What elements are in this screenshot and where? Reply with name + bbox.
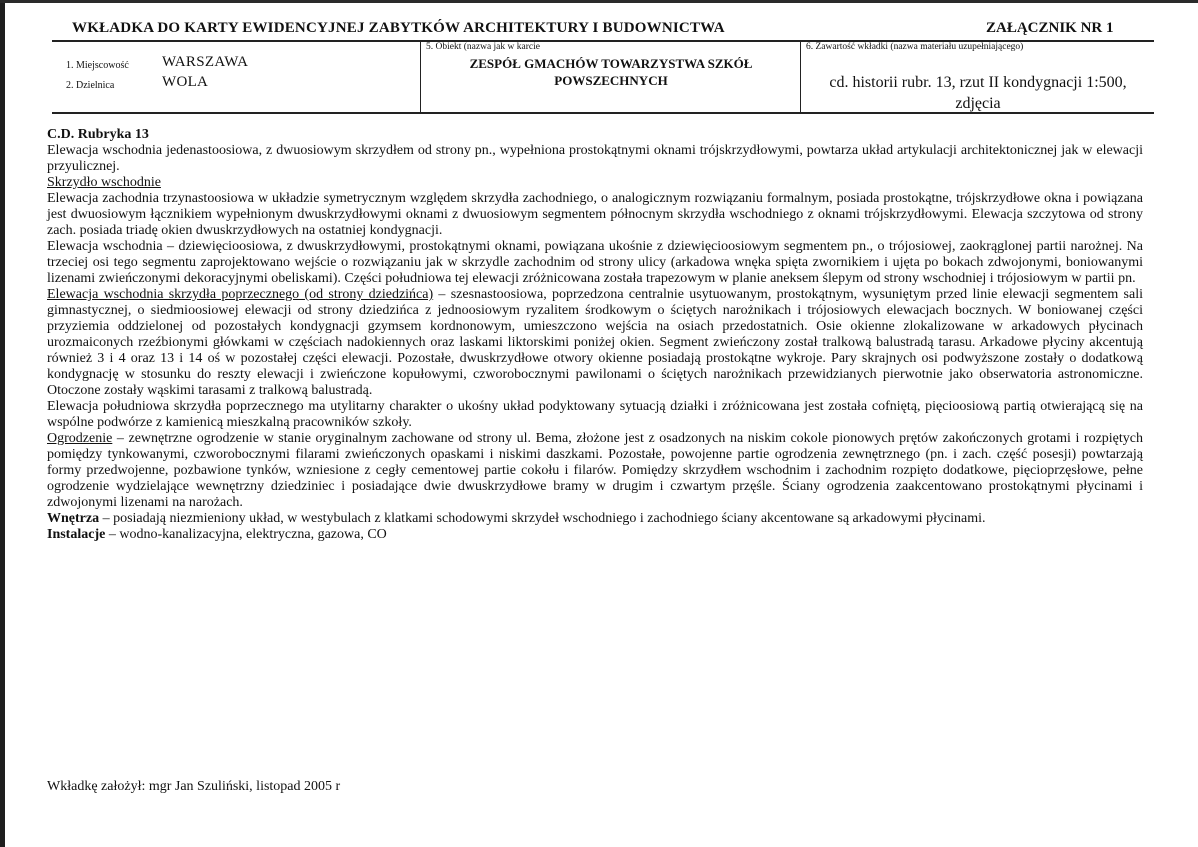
east-wing-heading: Skrzydło wschodnie <box>47 175 161 190</box>
object-label: 5. Obiekt (nazwa jak w karcie <box>426 42 540 52</box>
header-divider-2 <box>800 40 801 113</box>
transverse-wing-heading: Elewacja wschodnia skrzydła poprzecznego (od strony dziedzińca) <box>47 287 434 302</box>
contents-value <box>806 72 1150 114</box>
object-value-line-1: ZESPÓŁ GMACHÓW TOWARZYSTWA SZKÓŁ <box>469 56 753 71</box>
object-value <box>424 55 798 89</box>
contents-value-line-1: cd. historii rubr. 13, rzut II kondygnacji 1:500, <box>829 74 1127 91</box>
paragraph-south-elevation: Elewacja południowa skrzydła poprzecznego ma utylitarny charakter o ukośny układ podyktowany sytuacją działki i zróżnicowana jest została cofniętą, pięcioosiową partią otwierającą się na wspólne podwórze z kamienicą mieszkalną pracowników szkoły. <box>47 399 1143 430</box>
district-label: 2. Dzielnica <box>66 80 115 91</box>
paragraph-fence <box>47 431 1143 511</box>
interiors-heading: Wnętrza <box>47 511 100 526</box>
paragraph-east-elevation: Elewacja wschodnia jedenastoosiowa, z dwuosiowym skrzydłem od strony pn., wypełniona prostokątnymi oknami trójskrzydłowymi, powtarza układ artykulacji architektonicznej jak w elewacji przyulicznej. <box>47 143 1143 174</box>
object-value-line-2: POWSZECHNYCH <box>554 73 668 88</box>
author-footer: Wkładkę założył: mgr Jan Szuliński, listopad 2005 r <box>47 779 341 794</box>
fence-text: – zewnętrzne ogrodzenie w stanie oryginalnym zachowane od strony ul. Bema, złożone jest z osadzonych na niskim cokole pionowych prętów zakończonych grotami i rozpiętych pomiędzy tynkowanymi, czworobocznymi filarami zwieńczonych opaskami i niskimi daszkami. Pozostałe, powojenne partie ogrodzenia zewnętrznego (pn. i zach. część posesji) powtarzają formy przedwojenne, pozbawione tynków, wzniesione z cegły cementowej partie cokołu i filarów. Pomiędzy skrzydłem wschodnim i zachodnim rozpięto dodatkowe, pięcioprzęsłowe, pełne ogrodzenie wydzielające wewnętrzny dziedziniec i posiadające dwie dwuskrzydłowe bramy w drugim i czwartym przęśle. Ściany ogrodzenia zaakcentowano prostokątnymi płycinami i zdwojonymi lizenami na narożach. <box>47 431 1143 510</box>
scan-edge-left <box>0 0 5 847</box>
district-value: WOLA <box>162 74 209 90</box>
paragraph-east-wing-east-elevation: Elewacja wschodnia – dziewięcioosiowa, z dwuskrzydłowymi, prostokątnymi oknami, powiązana ukośnie z dziewięcioosiowym segmentem pn., o trójosiowej, zaokrąglonej partii narożnej. Na trzeciej osi tego segmentu zaprojektowano wejście o rozwiązaniu jak w skrzydle zachodnim od strony ulicy (arkadowa wnęka spięta zwornikiem i ujęta po bokach zdwojonymi, boniowanymi lizenami zwieńczonymi dekoracyjnymi obeliskami). Części południowa tej elewacji zróżnicowana została trapezowym w planie aneksem ślepym od strony wschodniej i trójosiowym w partii pn. <box>47 239 1143 286</box>
annex-number: ZAŁĄCZNIK NR 1 <box>986 20 1114 36</box>
paragraph-interiors <box>47 511 1143 527</box>
scan-edge-top <box>0 0 1198 3</box>
contents-label: 6. Zawartość wkładki (nazwa materiału uzupełniającego) <box>806 42 1024 52</box>
installations-text: – wodno-kanalizacyjna, elektryczna, gazowa, CO <box>105 527 387 542</box>
transverse-wing-text: – szesnastoosiowa, poprzedzona centralnie usytuowanym, prostokątnym, wysuniętym przed linie elewacji segmentem sali gimnastycznej, o siedmioosiowej elewacji od strony dziedzińca z jednoosiowym ryzalitem środkowym o ściętych narożnikach i trójosiowych elewacjach bocznych. W boniowanej części przyziemia oddzielonej od pozostałych kondygnacji gzymsem kordnonowym, umieszczono wejścia na osiach przedostatnich. Osie okienne zlokalizowane w arkadowych płycinach urozmaiconych rzeźbionymi główkami w częściach nadokiennych oraz laskami liktorskimi poniżej okien. Segment zwieńczony został tralkową balustradą tarasu. Arkadowe płyciny akcentują również 3 i 4 oraz 13 i 14 oś w pozostałej części elewacji. Pozostałe, dwuskrzydłowe otwory okienne posiadają prostokątne wykroje. Pary skrajnych osi podwyższone zostały o dodatkową kondygnację w stosunku do reszty elewacji i zwieńczone kopułowymi, czworobocznymi pawilonami o ściętych narożnikach przewidzianych pierwotnie jako obserwatoria astronomiczne. Otoczone zostały wąskimi tarasami z tralkową balustradą. <box>47 287 1143 398</box>
body-text <box>47 127 1143 543</box>
paragraph-west-elevation: Elewacja zachodnia trzynastoosiowa w układzie symetrycznym względem skrzydła zachodniego, o analogicznym rozwiązaniu formalnym, posiada prostokątne, trójskrzydłowe okna i powiązana jest dwuosiowym łącznikiem wypełnionym dwuskrzydłowymi oknami z dwuosiowym segmentem północnym skrzydła wschodniego z oknami trójskrzydłowymi. Elewacja szczytowa od strony zach. posiada triadę okien dwuskrzydłowych na ostatniej kondygnacji. <box>47 191 1143 238</box>
installations-heading: Instalacje <box>47 527 106 542</box>
document-title: WKŁADKA DO KARTY EWIDENCYJNEJ ZABYTKÓW ARCHITEKTURY I BUDOWNICTWA <box>72 20 725 36</box>
interiors-text: – posiadają niezmieniony układ, w westybulach z klatkami schodowymi skrzydeł wschodniego i zachodniego ściany akcentowane są arkadowymi płycinami. <box>99 511 986 526</box>
header-divider-1 <box>420 40 421 113</box>
locality-value: WARSZAWA <box>162 54 249 70</box>
fence-heading: Ogrodzenie <box>47 431 113 446</box>
paragraph-transverse-wing <box>47 287 1143 399</box>
paragraph-installations <box>47 527 1143 543</box>
contents-value-line-2: zdjęcia <box>955 95 1001 112</box>
section-heading: C.D. Rubryka 13 <box>47 127 149 142</box>
locality-label: 1. Miejscowość <box>66 60 129 71</box>
